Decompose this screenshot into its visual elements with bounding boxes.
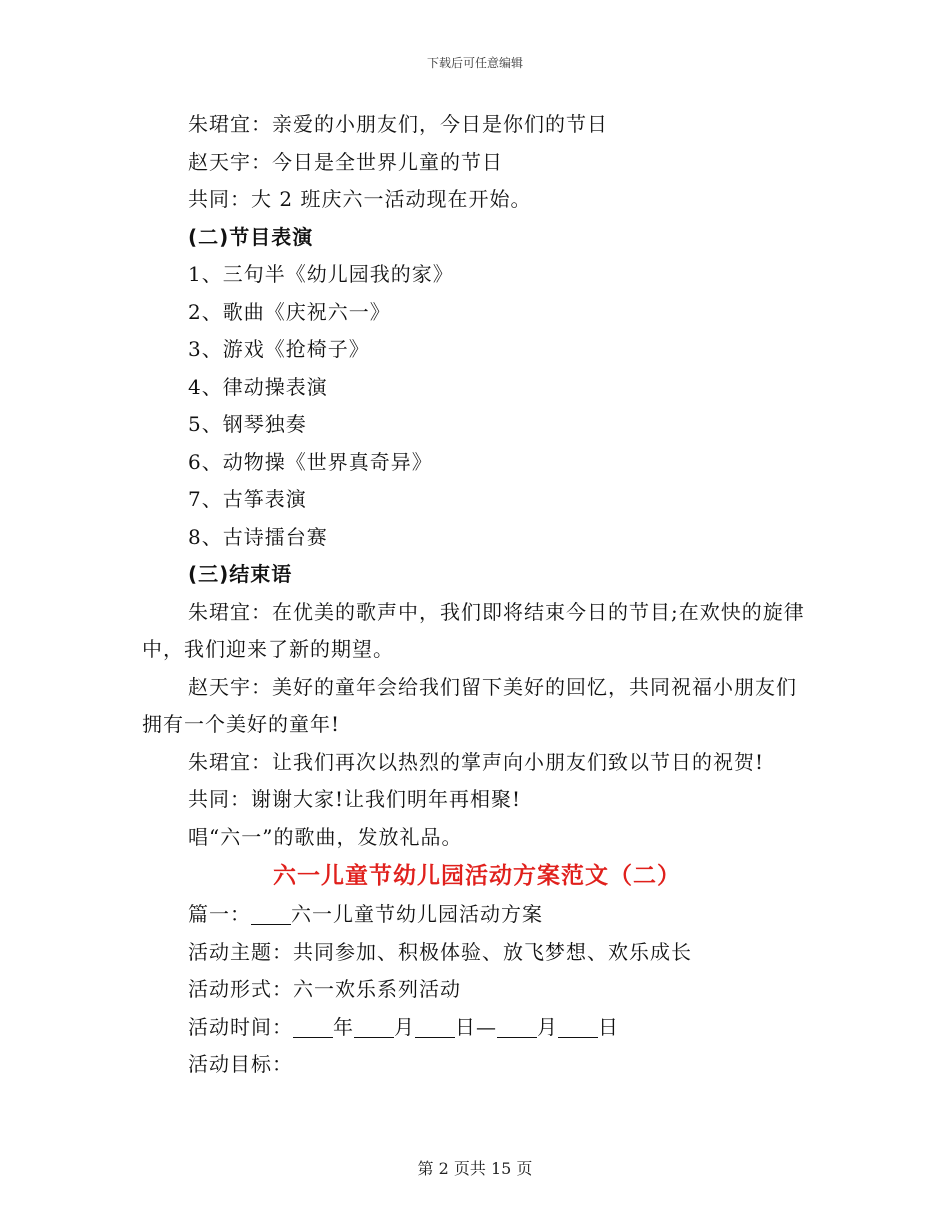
- page-footer: 第 2 页共 15 页: [417, 1159, 533, 1178]
- pian-prefix: 篇一：: [188, 902, 251, 926]
- dialog-line: 赵天宇：今日是全世界儿童的节日: [188, 149, 503, 174]
- dialog-line: 共同：大 2 班庆六一活动现在开始。: [188, 187, 532, 211]
- time-label: 活动时间：: [188, 1014, 293, 1039]
- program-item: 6、动物操《世界真奇异》: [188, 449, 433, 474]
- program-item: 5、钢琴独奏: [188, 412, 307, 436]
- time-month: 月: [394, 1014, 415, 1039]
- activity-form: 活动形式：六一欢乐系列活动: [188, 977, 461, 1001]
- closing-paragraph: 朱珺宜：在优美的歌声中，我们即将结束今日的节目;在欢快的旋律中，我们迎来了新的期望。: [142, 599, 805, 661]
- activity-time: [142, 1009, 812, 1047]
- time-month2: 月: [537, 1014, 558, 1039]
- program-item: 2、歌曲《庆祝六一》: [188, 299, 391, 324]
- program-item: 4、律动操表演: [188, 374, 328, 399]
- blank-underline: [497, 1015, 537, 1038]
- document-section-title: 六一儿童节幼儿园活动方案范文（二）: [273, 863, 681, 889]
- pian-line: [142, 896, 812, 934]
- activity-theme: 活动主题：共同参加、积极体验、放飞梦想、欢乐成长: [188, 939, 692, 964]
- blank-underline: [293, 1015, 333, 1038]
- blank-underline: [354, 1015, 394, 1038]
- blank-underline: [415, 1015, 455, 1038]
- blank-underline: [558, 1015, 598, 1038]
- activity-goal: 活动目标：: [188, 1052, 293, 1076]
- section-heading-closing: (三)结束语: [188, 562, 293, 586]
- page-header: 下载后可任意编辑: [426, 56, 523, 70]
- program-item: 1、三句半《幼儿园我的家》: [188, 262, 454, 286]
- dialog-line: 朱珺宜：亲爱的小朋友们，今日是你们的节日: [188, 112, 608, 136]
- program-item: 8、古诗擂台赛: [188, 524, 328, 549]
- closing-paragraph: 赵天宇：美好的童年会给我们留下美好的回忆，共同祝福小朋友们拥有一个美好的童年!: [142, 674, 797, 736]
- closing-paragraph: 唱“六一”的歌曲，发放礼品。: [188, 824, 463, 849]
- pian-text: 六一儿童节幼儿园活动方案: [291, 902, 543, 926]
- section-heading-program: (二)节目表演: [188, 224, 314, 249]
- program-item: 7、古筝表演: [188, 487, 307, 511]
- time-day2: 日: [598, 1014, 619, 1039]
- time-year: 年: [333, 1014, 354, 1039]
- program-item: 3、游戏《抢椅子》: [188, 337, 370, 361]
- closing-paragraph: 朱珺宜：让我们再次以热烈的掌声向小朋友们致以节日的祝贺!: [188, 749, 765, 774]
- blank-underline: [251, 902, 291, 925]
- time-day: 日—: [455, 1014, 497, 1039]
- closing-paragraph: 共同：谢谢大家!让我们明年再相聚!: [188, 787, 522, 811]
- document-body: [142, 106, 812, 1084]
